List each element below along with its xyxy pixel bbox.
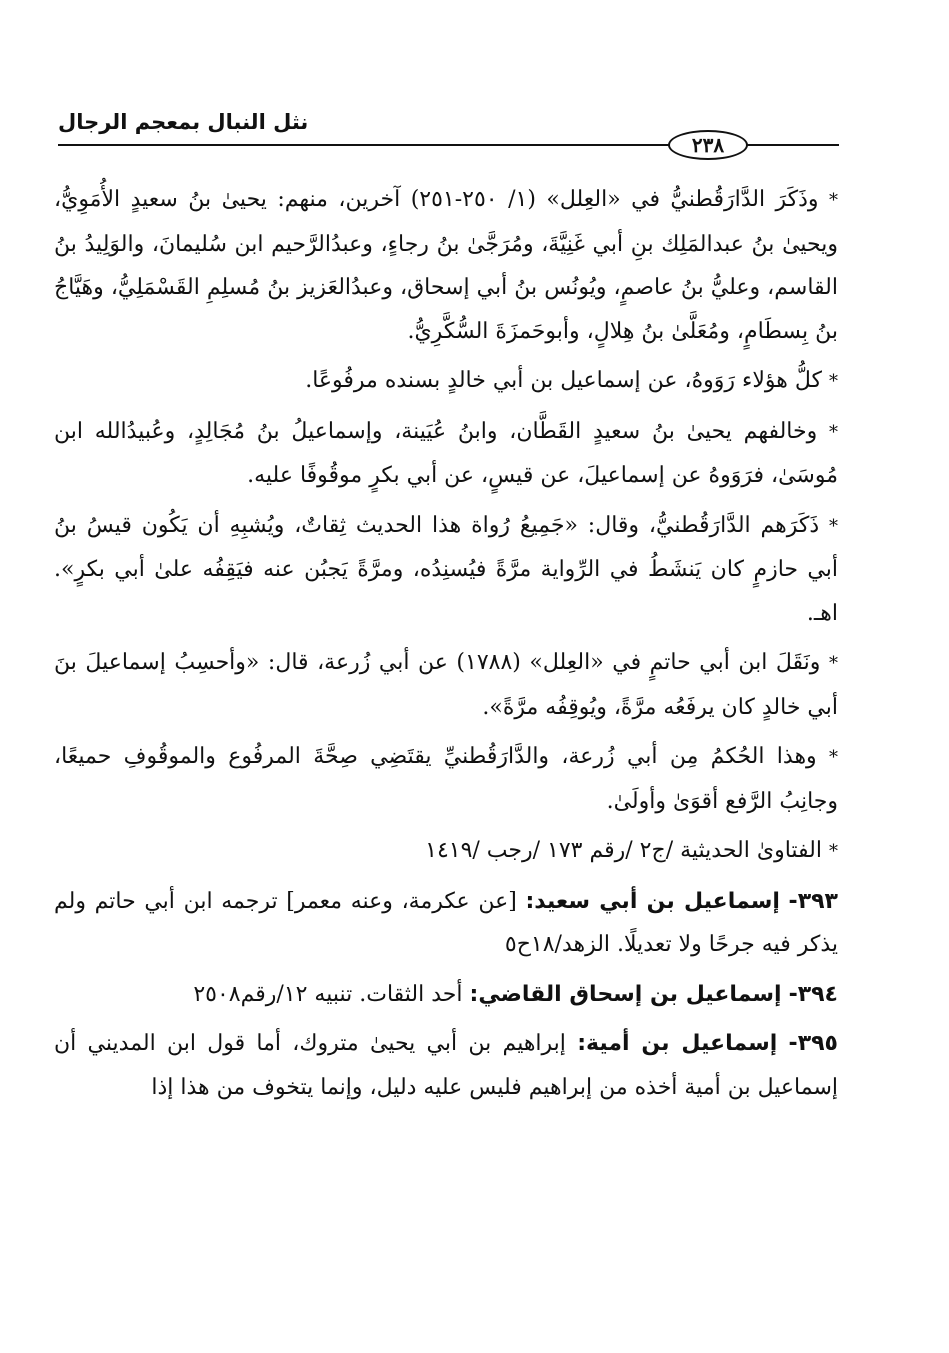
entry bbox=[54, 1022, 838, 1109]
star-marker: * bbox=[829, 841, 838, 862]
paragraph-text: وخالفهم يحيىٰ بنُ سعيدٍ القَطَّان، وابنُ عُيَينة، وإسماعيلُ بنُ مُجَالِدٍ، وعُبيدُالله ابن مُوسَىٰ، فرَوَوهُ عن إسماعيلَ، عن قيسٍ، عن أبي بكرٍ موقُوفًا عليه. bbox=[54, 418, 838, 488]
page-header bbox=[58, 106, 839, 157]
paragraph bbox=[54, 829, 838, 874]
entry-text: إبراهيم بن أبي يحيىٰ متروك، أما قول ابن المديني أن إسماعيل بن أمية أخذه من إبراهيم فليس عليه دليل، وإنما يتخوف من هذا إذا bbox=[54, 1031, 838, 1100]
paragraph-text: ونَقَلَ ابن أبي حاتمٍ في «العِلل» (١٧٨٨) عن أبي زُرعة، قال: «وأحسِبُ إسماعيلَ بنَ أبي خالدٍ كان يرفَعُه مرَّةً، ويُوقِفُه مرَّةً». bbox=[54, 650, 838, 720]
paragraph bbox=[54, 410, 838, 498]
paragraph bbox=[54, 735, 838, 823]
paragraph-text: ذَكَرَهم الدَّارَقُطنيُّ، وقال: «جَمِيعُ رُواة هذا الحديث ثِقاتٌ، ويُشبِهِ أن يَكُون قيسُ بنُ أبي حازمٍ كان يَنشَطُ في الرِّواية مرَّةً فيُسنِدُه، ومرَّةً يَجبُن عنه فيَقِفُه علىٰ أبي بكرٍ». اهـ. bbox=[54, 512, 838, 626]
paragraph bbox=[54, 504, 838, 636]
star-marker: * bbox=[829, 371, 838, 392]
paragraph-text: وذَكَرَ الدَّارَقُطنيُّ في «العِلل» (١/ ٢٥٠-٢٥١) آخرين، منهم: يحيىٰ بنُ سعيدٍ الأُمَوِيُّ، ويحيىٰ بنُ عبدالمَلِك بنِ أبي غَنِيَّةَ، ومُرَجَّىٰ بنُ رجاءٍ، وعبدُالرَّحيم ابن سُليمانَ، والوَلِيدُ بنُ القاسم، وعليُّ بنُ عاصمٍ، ويُونُس بنُ أبي إسحاق، وعبدُالعَزيز بنُ مُسلِمِ القَسْمَلِيُّ، وهَيَّاجُ بنُ بِسطَامٍ، ومُعَلَّىٰ بنُ هِلالٍ، وأبوحَمزَةَ السُّكَّرِيُّ. bbox=[54, 187, 838, 344]
entry bbox=[54, 880, 838, 967]
star-marker: * bbox=[829, 515, 838, 537]
entry-name: إسماعيل بن أبي سعيد: bbox=[525, 888, 780, 914]
entry-name: إسماعيل بن أمية: bbox=[577, 1031, 778, 1056]
entry-text: أحد الثقات. تنبيه ١٢/رقم٢٥٠٨ bbox=[193, 981, 463, 1007]
star-marker: * bbox=[828, 653, 838, 674]
paragraph bbox=[54, 641, 838, 729]
paragraph-text: كلُّ هؤلاء رَوَوهُ، عن إسماعيل بن أبي خالدٍ بسنده مرفُوعًا. bbox=[305, 368, 822, 393]
paragraph-text: الفتاوىٰ الحديثية /ج٢ /رقم ١٧٣ /رجب /١٤١٩ bbox=[425, 838, 822, 863]
entry-number: ٣٩٥- bbox=[788, 1031, 838, 1056]
star-marker: * bbox=[829, 190, 839, 211]
entry bbox=[54, 973, 838, 1017]
entry-text: [عن عكرمة، وعنه معمر] ترجمه ابن أبي حاتم ولم يذكر فيه جرحًا ولا تعديلًا. الزهد/١٨ح٥ bbox=[54, 888, 838, 957]
page-number: ٢٣٨ bbox=[668, 130, 748, 160]
star-marker: * bbox=[829, 421, 838, 443]
entry-number: ٣٩٤- bbox=[788, 981, 838, 1007]
book-title: نثل النبال بمعجم الرجال bbox=[58, 110, 309, 134]
entry-number: ٣٩٣- bbox=[788, 888, 838, 914]
paragraph bbox=[54, 178, 838, 353]
star-marker: * bbox=[829, 747, 838, 768]
paragraph bbox=[54, 359, 838, 404]
entry-name: إسماعيل بن إسحاق القاضي: bbox=[469, 981, 782, 1007]
paragraph-text: وهذا الحُكمُ مِن أبي زُرعة، والدَّارَقُطنيِّ يقتَضِي صِحَّةَ المرفُوع والموقُوفِ حميعًا، وجانِبُ الرَّفع أقوَىٰ وأولَىٰ. bbox=[54, 744, 838, 814]
page-body bbox=[54, 178, 838, 1115]
